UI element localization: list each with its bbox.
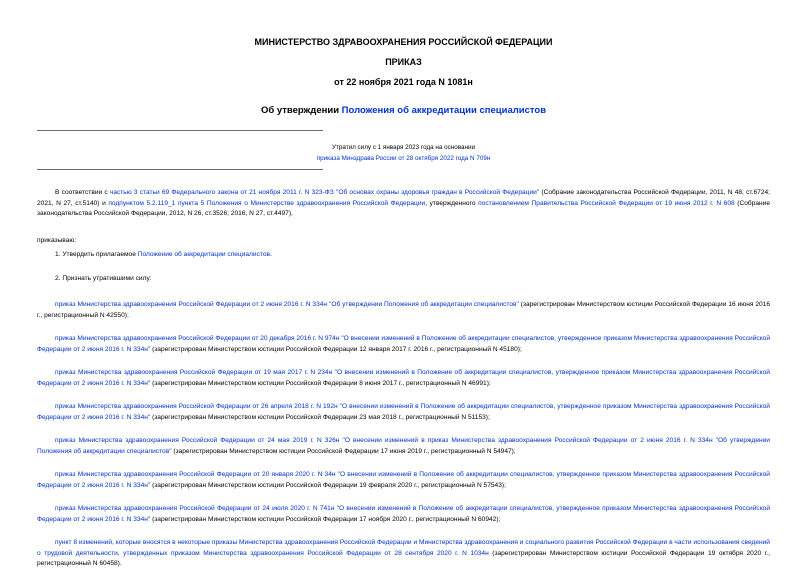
repealed-order-registration: (зарегистрирован Министерством юстиции Российской Федерации 19 февраля 2020 г., регистрационный N 57543); (150, 481, 506, 489)
repealed-order-item (37, 436, 770, 457)
repealed-order-item (37, 470, 770, 491)
repeal-note (0, 142, 807, 164)
repealed-order-link[interactable]: приказ Министерства здравоохранения Российской Федерации от 19 мая 2017 г. N 234н "О внесении изменений в Положение об аккредитации специалистов, утвержденное приказом Министерства здравоохранения Российской Федерации от 2 июня 2016 г. N 334н" (37, 369, 770, 387)
government-decree-link[interactable]: постановлением Правительства Российской Федерации от 19 июня 2012 г. N 608 (478, 199, 735, 207)
repealed-order-item (37, 504, 770, 525)
preamble-text-1: В соответствии с (55, 189, 110, 196)
repealed-order-link[interactable]: приказ Министерства здравоохранения Российской Федерации от 20 января 2020 г. N 34н "О внесении изменений в Положение об аккредитации специалистов, утвержденное приказом Министерства здравоохранения Российской Федерации от 2 июня 2016 г. N 334н" (37, 471, 770, 489)
repealed-order-item (37, 300, 770, 321)
repealed-order-item (37, 334, 770, 355)
repealed-order-link[interactable]: приказ Министерства здравоохранения Российской Федерации от 24 июля 2020 г. N 741н "О внесении изменений в Положение об аккредитации специалистов, утвержденное приказом Министерства здравоохранения Российской Федерации от 2 июня 2016 г. N 334н" (37, 505, 770, 523)
federal-law-link[interactable]: частью 3 статьи 69 Федерального закона от 21 ноября 2011 г. N 323-ФЗ "Об основах охраны здоровья граждан в Российской Федерации" (109, 189, 540, 196)
repeal-order-link[interactable]: приказа Минздрава России от 28 октября 2022 года N 709н (316, 155, 491, 162)
divider-bottom (37, 169, 323, 170)
preamble-text-4: (Собрание законодательства Российской Федерации, 2012, N 26, ст.3526; 2016, N 27, ст.4497), (37, 199, 770, 217)
item-2-paragraph: 2. Признать утратившими силу: (55, 274, 152, 282)
repealed-order-registration: (зарегистрирован Министерством юстиции Российской Федерации 17 июня 2019 г., регистрационный N 54947); (171, 447, 516, 455)
divider-top (37, 130, 323, 131)
item-1-paragraph (37, 250, 770, 261)
ministry-name: МИНИСТЕРСТВО ЗДРАВООХРАНЕНИЯ РОССИЙСКОЙ ФЕДЕРАЦИИ (254, 37, 553, 47)
preamble-paragraph (37, 188, 770, 220)
item-1-text: 1. Утвердить прилагаемое (55, 251, 138, 258)
repealed-order-link[interactable]: приказ Министерства здравоохранения Российской Федерации от 26 апреля 2018 г. N 192н "О внесении изменений в Положение об аккредитации специалистов, утвержденное приказом Министерства здравоохранения Российской Федерации от 2 июня 2016 г. N 334н" (37, 403, 770, 421)
subject-prefix: Об утверждении (260, 105, 342, 116)
preamble-text-2: (Собрание законодательства Российской Федерации, 2011, N 48, ст.6724; 2021, N 27, ст.5140) и (37, 189, 770, 207)
repealed-order-item (37, 538, 770, 570)
repealed-order-link[interactable]: приказ Министерства здравоохранения Российской Федерации от 24 мая 2019 г. N 326н "О внесении изменений в приказ Министерства здравоохранения Российской Федерации от 2 июня 2016 г. N 334н "Об утверждении Положения об аккредитации специалистов" (37, 437, 770, 455)
repeal-note-text: Утратил силу с 1 января 2023 года на основании (331, 144, 476, 151)
preamble-text-3: , утвержденного (425, 199, 479, 207)
document-date-number: от 22 ноября 2021 года N 1081н (334, 77, 473, 87)
repealed-order-registration: (зарегистрирован Министерством юстиции Российской Федерации 23 мая 2018 г., регистрационный N 51153); (150, 413, 490, 421)
accreditation-regulation-link[interactable]: Положение об аккредитации специалистов (137, 251, 271, 258)
document-body (37, 188, 770, 583)
document-subject (0, 105, 807, 116)
item-1-end: . (270, 251, 272, 258)
subject-link[interactable]: Положения об аккредитации специалистов (341, 105, 547, 116)
repealed-order-link[interactable]: приказ Министерства здравоохранения Российской Федерации от 20 декабря 2016 г. N 974н "О внесении изменений в Положение об аккредитации специалистов, утвержденное приказом Министерства здравоохранения Российской Федерации от 2 июня 2016 г. N 334н" (37, 335, 770, 353)
repealed-order-link[interactable]: пункт 8 изменений, которые вносятся в некоторые приказы Министерства здравоохранения Российской Федерации и Министерства здравоохранения и социального развития Российской Федерации в части использования сведений о трудовой деятельности, утвержденных приказом Министерства здравоохранения Российской Федерации от 28 сентября 2020 г. N 1034н (37, 539, 770, 557)
repealed-order-registration: (зарегистрирован Министерством юстиции Российской Федерации 19 октября 2020 г., регистрационный N 60458). (37, 549, 770, 567)
repealed-order-registration: (зарегистрирован Министерством юстиции Российской Федерации 12 января 2017 г. 2016 г., регистрационный N 45180); (150, 345, 522, 353)
repealed-order-item (37, 368, 770, 389)
order-word: приказываю: (37, 236, 77, 244)
repealed-order-registration: (зарегистрирован Министерством юстиции Российской Федерации 17 ноября 2020 г., регистрационный N 60942); (150, 515, 501, 523)
regulation-subparagraph-link[interactable]: подпунктом 5.2.119_1 пункта 5 Положения о Министерстве здравоохранения Российской Федерации (108, 199, 426, 207)
document-type: ПРИКАЗ (385, 57, 422, 67)
repealed-order-item (37, 402, 770, 423)
repealed-order-registration: (зарегистрирован Министерством юстиции Российской Федерации 8 июня 2017 г., регистрационный N 46991); (150, 379, 491, 387)
repealed-order-link[interactable]: приказ Министерства здравоохранения Российской Федерации от 2 июня 2016 г. N 334н "Об утверждении Положения об аккредитации специалистов" (55, 301, 519, 308)
repealed-order-registration: (зарегистрирован Министерством юстиции Российской Федерации 16 июня 2016 г., регистрационный N 42550); (37, 301, 770, 319)
